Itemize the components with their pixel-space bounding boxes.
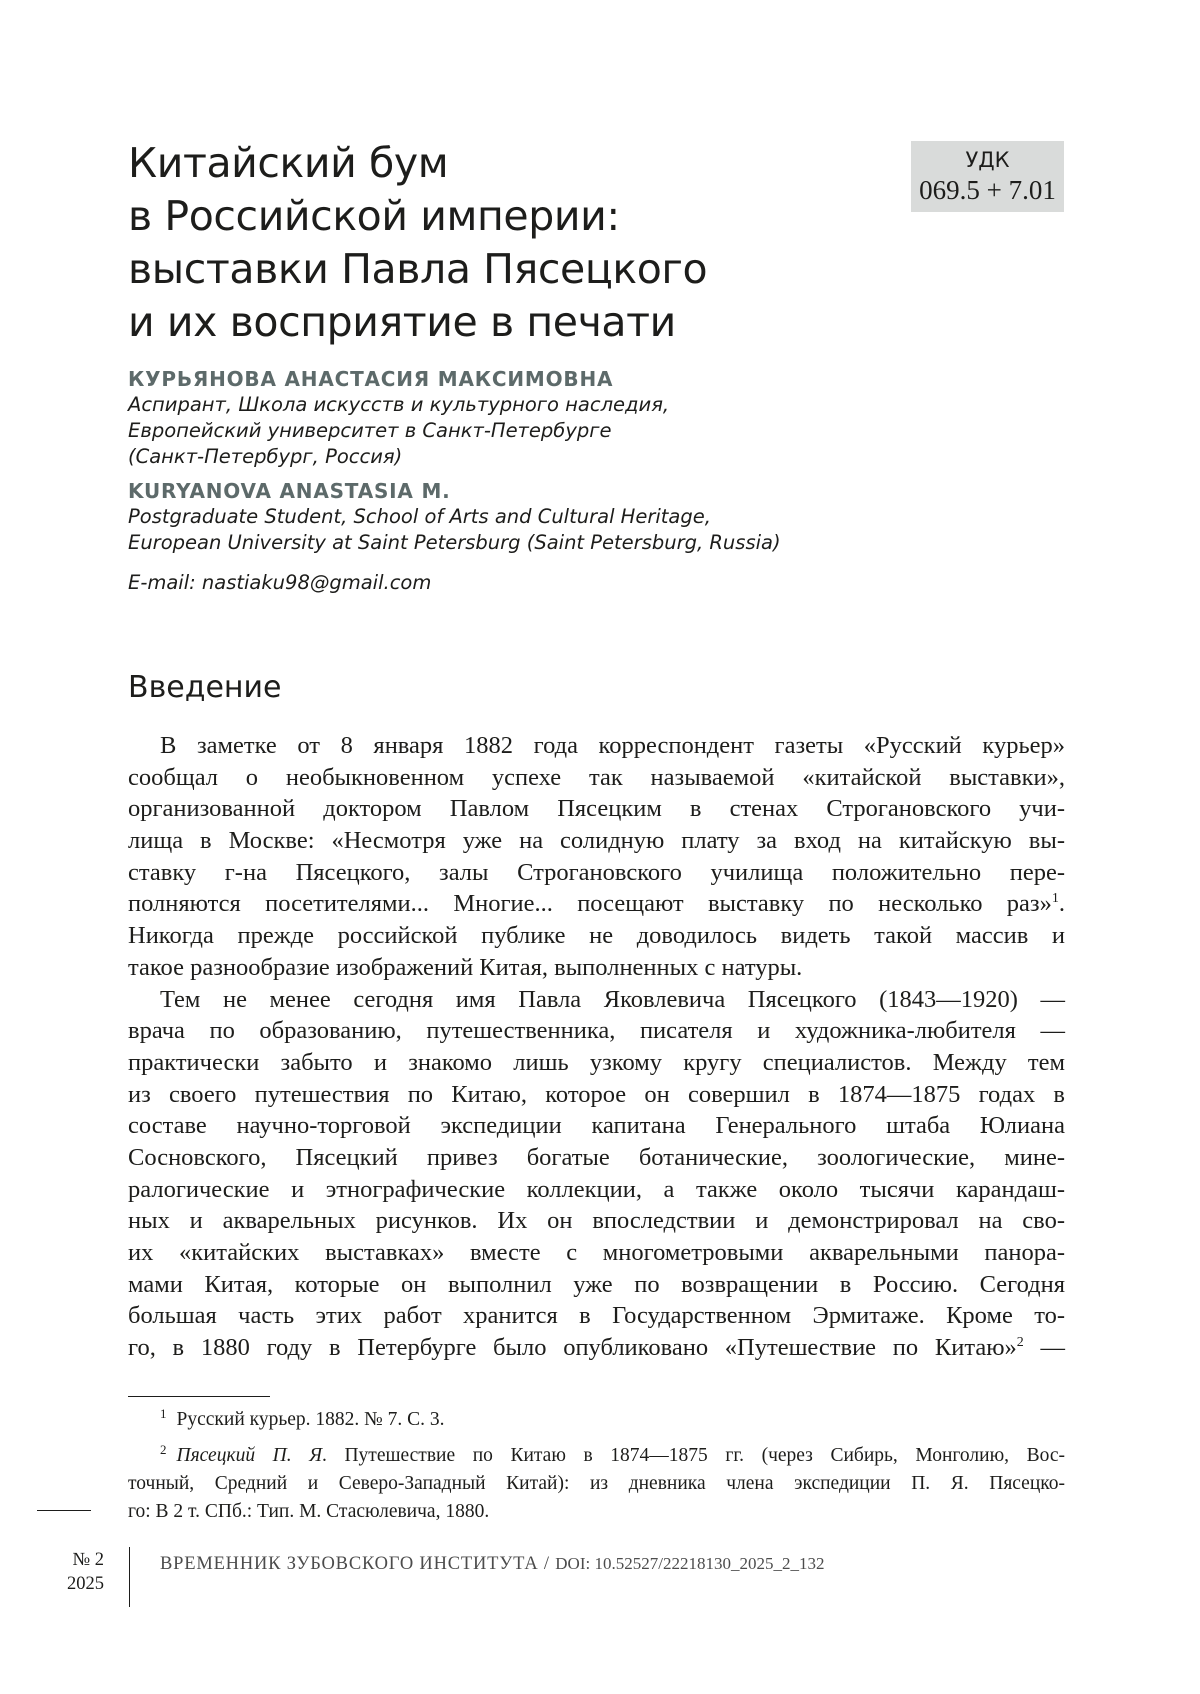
udk-value: 069.5 + 7.01 — [919, 175, 1056, 205]
footnote-number: 2 — [160, 1441, 167, 1457]
journal-name: ВРЕМЕННИК ЗУБОВСКОГО ИНСТИТУТА — [160, 1554, 539, 1574]
footnote-ref-1[interactable]: 1 — [1051, 891, 1059, 907]
footnote-1 — [128, 1406, 1065, 1434]
title-line: в Российской империи: — [128, 192, 620, 240]
body-line: их «китайских выставках» вместе с многометровыми акварельными панора- — [128, 1239, 1065, 1266]
footnote-divider — [128, 1396, 270, 1397]
footnote-author: Пясецкий П. Я — [176, 1445, 323, 1466]
body-line: Сосновского, Пясецкий привез богатые ботанические, зоологические, мине- — [128, 1143, 1065, 1171]
footnote-ref-2[interactable]: 2 — [1016, 1334, 1024, 1350]
author-email[interactable]: E-mail: nastiaku98@gmail.com — [128, 571, 432, 594]
article-title — [128, 137, 828, 349]
title-line: выставки Павла Пясецкого — [128, 245, 708, 293]
body-line: Никогда прежде российской публике не доводилось видеть такой массив и — [128, 922, 1065, 950]
body-line: большая часть этих работ хранится в Государственном Эрмитаже. Кроме то- — [128, 1302, 1065, 1330]
footnote-text: . Путешествие по Китаю в 1874—1875 гг. (через Сибирь, Монголию, Вос- — [322, 1445, 1065, 1466]
body-line: ралогические и этнографические коллекции, а также около тысячи карандаш- — [128, 1175, 1065, 1203]
section-heading: Введение — [128, 670, 282, 705]
author-affiliation-ru — [128, 392, 1108, 470]
body-line-text: — — [1023, 1334, 1065, 1362]
issue-number: № 2 — [72, 1550, 104, 1570]
body-line: мами Китая, которые он выполнил уже по возвращении в Россию. Сегодня — [128, 1270, 1065, 1298]
body-line: из своего путешествия по Китаю, которое он совершил в 1874—1875 годах в — [128, 1080, 1065, 1108]
affiliation-line: (Санкт-Петербург, Россия) — [128, 445, 403, 468]
title-line: и их восприятие в печати — [128, 298, 676, 346]
body-line: организованной доктором Павлом Пясецким в стенах Строгановского учи- — [128, 795, 1065, 823]
body-line: ставку г-на Пясецкого, залы Строгановского училища положительно пере- — [128, 858, 1065, 886]
footnotes — [128, 1406, 1065, 1534]
body-line: В заметке от 8 января 1882 года корреспондент газеты «Русский курьер» — [160, 732, 1065, 759]
body-line: лища в Москве: «Несмотря уже на солидную плату за вход на китайскую вы- — [128, 827, 1065, 855]
footnote-line — [128, 1406, 1065, 1434]
affiliation-line: Postgraduate Student, School of Arts and Cultural Heritage, — [128, 505, 711, 528]
body-line: сообщал о необыкновенном успехе так называемой «китайской выставки», — [128, 763, 1065, 791]
affiliation-line: Европейский университет в Санкт-Петербурге — [128, 419, 612, 442]
footnote-line: го: В 2 т. СПб.: Тип. М. Стасюлевича, 1880. — [128, 1501, 490, 1522]
issue-year: 2025 — [67, 1574, 104, 1594]
footer-vertical-rule — [129, 1547, 130, 1607]
body-line: составе научно-торговой экспедиции капитана Генерального штаба Юлиана — [128, 1112, 1065, 1140]
body-line: ных и акварельных рисунков. Их он впоследствии и демонстрировал на сво- — [128, 1207, 1065, 1235]
body-line-text: . — [1058, 890, 1065, 918]
affiliation-line: European University at Saint Petersburg (Saint Petersburg, Russia) — [128, 531, 781, 554]
body-line-with-ref — [128, 1332, 1065, 1364]
footnote-line: точный, Средний и Северо-Западный Китай): из дневника члена экспедиции П. Я. Пясецко- — [128, 1473, 1065, 1494]
body-line: Тем не менее сегодня имя Павла Яковлевича Пясецкого (1843—1920) — — [160, 985, 1065, 1013]
article-body — [128, 730, 1065, 1364]
footnote-text: Русский курьер. 1882. № 7. С. 3. — [176, 1409, 445, 1430]
issue-info — [40, 1548, 104, 1596]
body-line-text: го, в 1880 году в Петербурге было опубликовано «Путешествие по Китаю» — [128, 1334, 1017, 1362]
affiliation-line: Аспирант, Школа искусств и культурного наследия, — [128, 393, 670, 416]
body-line: такое разнообразие изображений Китая, выполненных с натуры. — [128, 953, 803, 981]
journal-doi[interactable]: DOI: 10.52527/22218130_2025_2_132 — [555, 1554, 825, 1573]
footer-separator: / — [538, 1554, 556, 1574]
body-line-text: полняются посетителями... Многие... посещают выставку по несколько раз» — [128, 890, 1052, 918]
footnote-line — [128, 1442, 1065, 1470]
footer-left-rule — [37, 1510, 91, 1511]
author-name-ru: КУРЬЯНОВА АНАСТАСИЯ МАКСИМОВНА — [128, 367, 614, 391]
journal-running-footer — [160, 1552, 824, 1576]
author-affiliation-en — [128, 504, 1108, 556]
body-line-with-ref — [128, 888, 1065, 920]
footnote-number: 1 — [160, 1405, 167, 1421]
author-name-en: KURYANOVA ANASTASIA M. — [128, 479, 451, 503]
footnote-2 — [128, 1442, 1065, 1526]
udk-label: УДК — [965, 148, 1010, 172]
udk-box — [911, 141, 1064, 212]
author-block — [128, 366, 1108, 596]
body-line: практически забыто и знакомо лишь узкому кругу специалистов. Между тем — [128, 1048, 1065, 1076]
body-line: врача по образованию, путешественника, писателя и художника-любителя — — [128, 1017, 1065, 1045]
title-line: Китайский бум — [128, 139, 449, 187]
